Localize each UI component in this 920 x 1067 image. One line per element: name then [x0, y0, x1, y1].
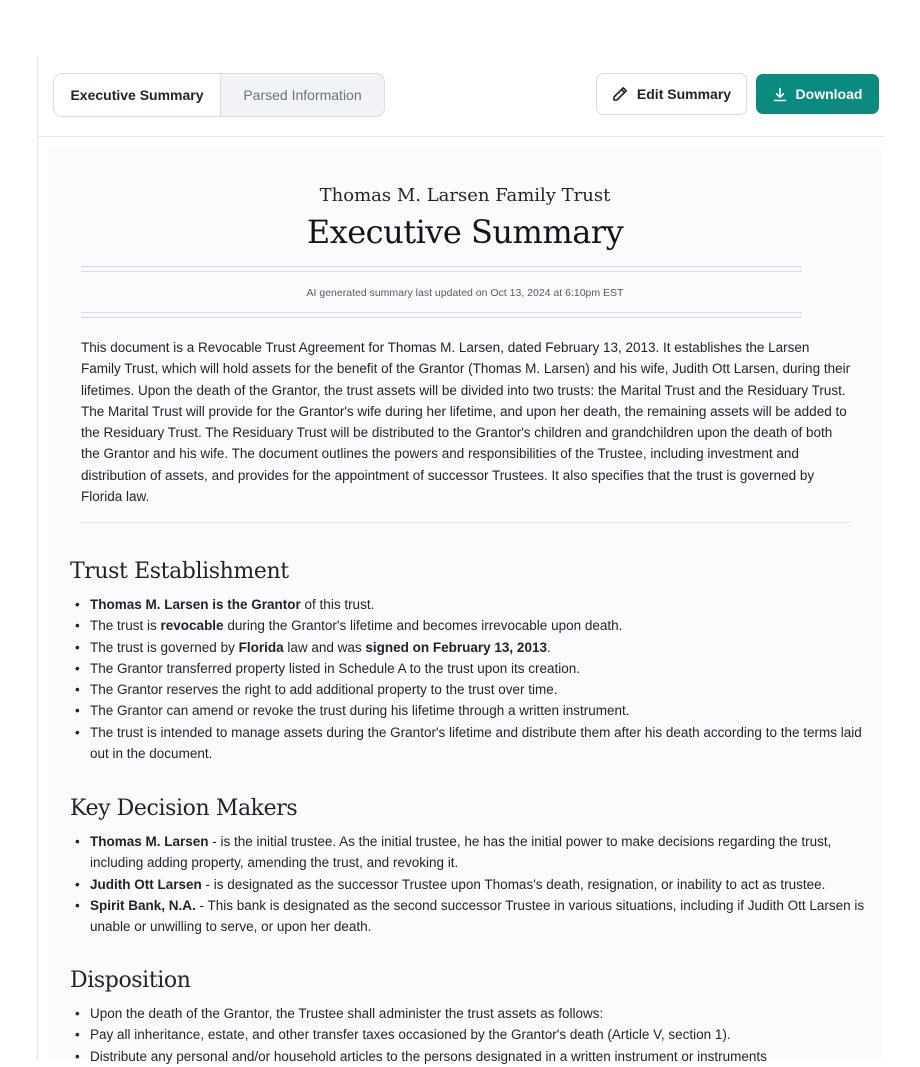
list-item [70, 658, 870, 679]
edit-summary-button[interactable] [596, 73, 747, 115]
item-text: Distribute any personal and/or household articles to the persons designated in a written instrument or instruments [90, 1048, 767, 1064]
item-text: Pay all inheritance, estate, and other transfer taxes occasioned by the Grantor's death (Article V, section 1). [90, 1027, 731, 1043]
item-text: . [546, 639, 551, 655]
section-key-decision-makers [70, 796, 870, 937]
list-item [70, 1024, 870, 1045]
last-updated-text: AI generated summary last updated on Oct 13, 2024 at 6:10pm EST [306, 287, 624, 299]
list-item [70, 722, 870, 765]
section-heading: Key Decision Makers [70, 796, 298, 821]
tab-parsed-information[interactable]: Parsed Information [243, 87, 362, 103]
list-item [70, 874, 870, 895]
bold-text: revocable [160, 618, 224, 634]
meta-rule [81, 312, 802, 313]
list-item [70, 615, 870, 636]
item-text: during the Grantor's lifetime and becomes irrevocable upon death. [223, 618, 623, 634]
list-item [70, 594, 870, 615]
download-button[interactable] [756, 74, 879, 114]
item-text: The trust is intended to manage assets during the Grantor's lifetime and distribute them after his death according to the terms laid out in the document. [90, 724, 862, 762]
bold-text: Judith Ott Larsen [90, 876, 202, 892]
item-text: of this trust. [300, 597, 375, 612]
meta-rule [81, 317, 802, 318]
title-rule [81, 271, 802, 272]
section-heading: Trust Establishment [70, 559, 289, 584]
download-label: Download [795, 86, 863, 102]
bullet-list [70, 594, 870, 764]
bold-text: Florida [238, 639, 284, 655]
section-heading: Disposition [70, 968, 191, 993]
bold-text: Spirit Bank, N.A. [90, 897, 196, 913]
list-item [70, 679, 870, 700]
list-item [70, 1003, 870, 1024]
left-divider [37, 56, 38, 1059]
view-tabs [53, 73, 385, 117]
list-item [70, 1046, 870, 1067]
item-text: The Grantor can amend or revoke the trust during his lifetime through a written instrument. [90, 703, 630, 719]
item-text: The Grantor reserves the right to add additional property to the trust over time. [90, 682, 558, 698]
item-text: The trust is governed by [90, 639, 239, 655]
list-item [70, 895, 870, 938]
toolbar [38, 56, 884, 137]
list-item [70, 831, 870, 874]
item-text: The Grantor transferred property listed in Schedule A to the trust upon its creation. [90, 660, 581, 676]
item-text: - This bank is designated as the second successor Trustee in various situations, including if Judith Ott Larsen is unable or unwilling to serve, or upon her death. [90, 897, 865, 935]
trust-name: Thomas M. Larsen Family Trust [319, 185, 611, 206]
item-text: law and was [283, 639, 366, 655]
bold-text: Thomas M. Larsen is the Grantor [90, 597, 301, 612]
bullet-list [70, 1003, 870, 1067]
bold-text: Thomas M. Larsen [90, 834, 209, 849]
edit-summary-label: Edit Summary [636, 86, 732, 102]
summary-document [48, 147, 882, 1064]
download-icon [773, 87, 787, 102]
pencil-icon [612, 86, 628, 102]
tab-executive-summary[interactable]: Executive Summary [54, 74, 221, 116]
bold-text: signed on February 13, 2013 [365, 639, 547, 655]
document-title: Executive Summary [306, 213, 624, 251]
summary-paragraph: This document is a Revocable Trust Agreement for Thomas M. Larsen, dated February 13, 2013. It establishes the Larsen Family Trust, which will hold assets for the benefit of the Grantor (Thomas M. Larsen) and his wife, Judith Ott Larsen, during their lifetimes. Upon the death of the Grantor, the trust assets will be divided into two trusts: the Marital Trust and the Residuary Trust. The Marital Trust will provide for the Grantor's wife during her lifetime, and upon her death, the remaining assets will be added to the Residuary Trust. The Residuary Trust will be distributed to the Grantor's children and grandchildren upon the death of both the Grantor and his wife. The document outlines the powers and responsibilities of the Trustee, including investment and distribution of assets, and provides for the appointment of successor Trustees. It also specifies that the trust is governed by Florida law. [81, 340, 851, 505]
list-item [70, 700, 870, 721]
list-item [70, 637, 870, 658]
section-disposition [70, 968, 870, 1067]
title-rule [81, 266, 802, 267]
bullet-list [70, 831, 870, 937]
item-text: - is designated as the successor Trustee upon Thomas's death, resignation, or inability to act as trustee. [201, 876, 826, 892]
summary-divider [81, 522, 850, 523]
section-trust-establishment [70, 559, 870, 764]
item-text: Upon the death of the Grantor, the Trustee shall administer the trust assets as follows: [90, 1006, 604, 1021]
item-text: The trust is [90, 618, 161, 634]
item-text: - is the initial trustee. As the initial trustee, he has the initial power to make decisions regarding the trust, including adding property, amending the trust, and revoking it. [90, 834, 832, 871]
